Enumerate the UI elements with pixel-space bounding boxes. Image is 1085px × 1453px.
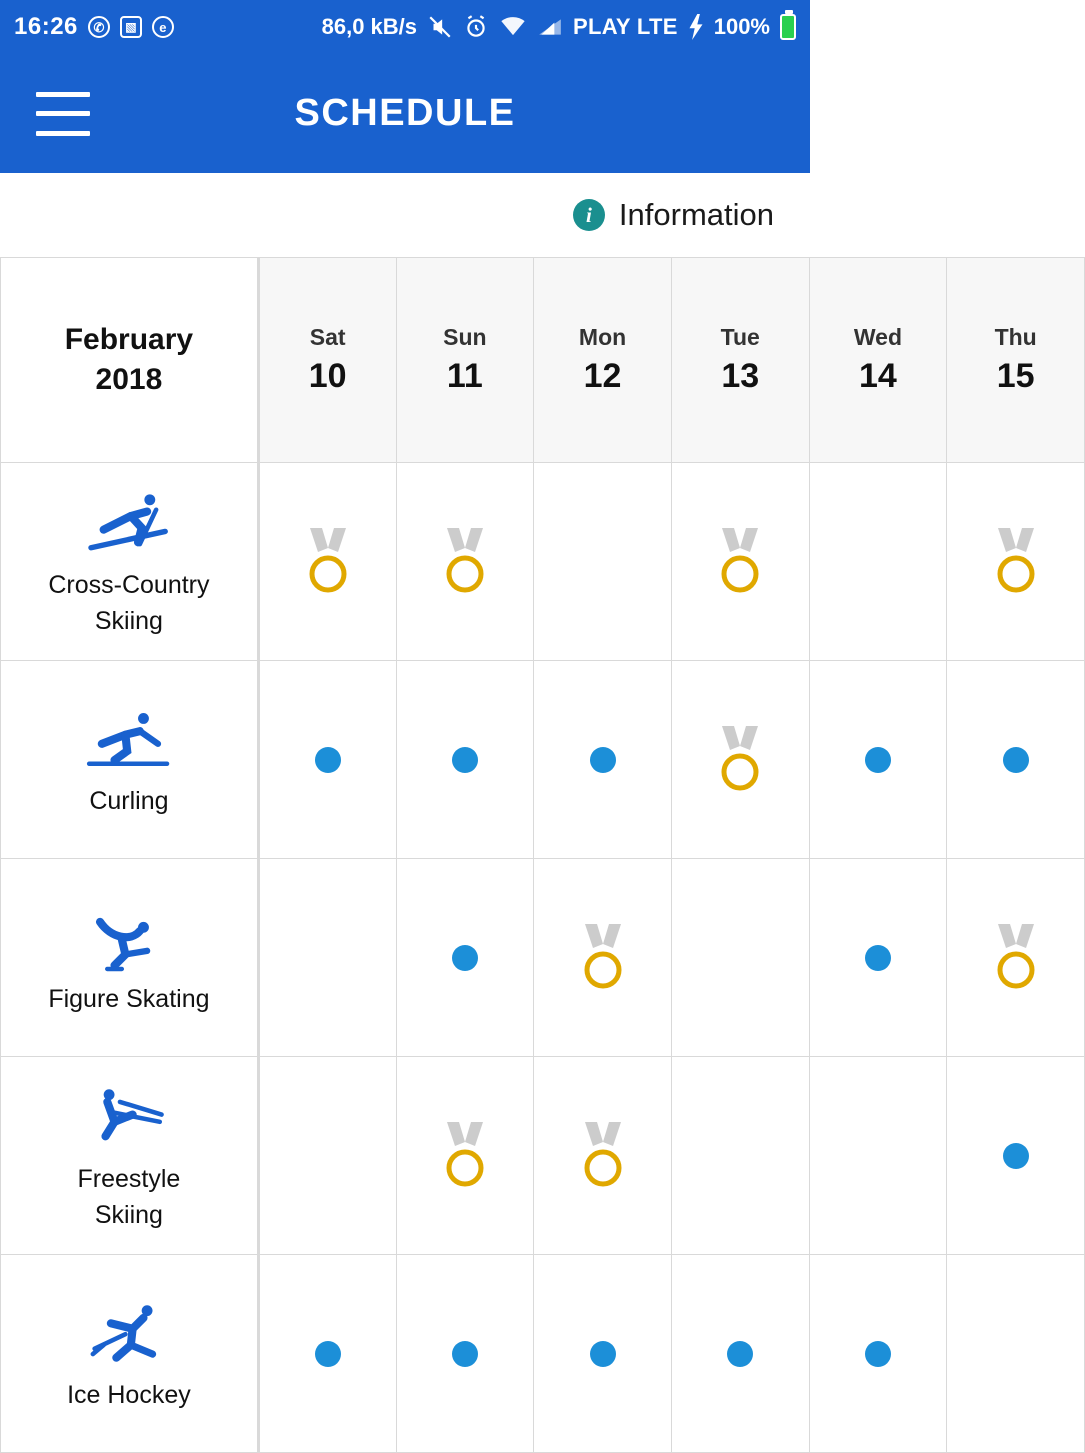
event-dot bbox=[865, 1341, 891, 1367]
cell-4-2[interactable] bbox=[534, 1255, 672, 1453]
cell-4-5[interactable] bbox=[947, 1255, 1085, 1453]
cell-2-2[interactable] bbox=[534, 859, 672, 1057]
status-clock: 16:26 bbox=[14, 13, 78, 40]
day-of-month: 15 bbox=[996, 357, 1035, 395]
figure-skating-pictogram bbox=[83, 902, 175, 978]
cell-3-4[interactable] bbox=[809, 1057, 947, 1255]
event-dot bbox=[865, 945, 891, 971]
event-dot bbox=[590, 747, 616, 773]
ice-hockey-pictogram bbox=[83, 1298, 175, 1374]
event-marker bbox=[452, 859, 478, 1056]
event-dot bbox=[315, 1341, 341, 1367]
cell-0-1[interactable] bbox=[396, 463, 534, 661]
information-label: Information bbox=[618, 197, 774, 232]
day-of-week: Sat bbox=[309, 324, 346, 350]
cell-4-0[interactable] bbox=[258, 1255, 396, 1453]
table-row bbox=[1, 463, 1085, 661]
cell-0-5[interactable] bbox=[947, 463, 1085, 661]
day-header-0[interactable] bbox=[258, 258, 396, 463]
event-dot bbox=[1003, 747, 1029, 773]
cell-4-4[interactable] bbox=[809, 1255, 947, 1453]
curling-pictogram bbox=[83, 704, 175, 780]
day-of-week: Sun bbox=[443, 324, 487, 350]
signal-icon bbox=[537, 16, 563, 38]
table-row bbox=[1, 661, 1085, 859]
cell-1-4[interactable] bbox=[809, 661, 947, 859]
event-dot bbox=[452, 747, 478, 773]
info-icon: i bbox=[573, 199, 605, 231]
day-of-month: 13 bbox=[721, 357, 760, 395]
cross-country-skiing-pictogram bbox=[83, 488, 175, 564]
schedule-table-scroll[interactable] bbox=[0, 257, 1037, 1440]
schedule-header bbox=[1, 258, 1085, 463]
month-header bbox=[1, 258, 259, 463]
medal-marker bbox=[988, 859, 1044, 1056]
medal-marker bbox=[437, 1057, 493, 1254]
schedule-table bbox=[0, 257, 1085, 1453]
bolt-icon bbox=[688, 14, 704, 40]
medal-icon bbox=[712, 526, 768, 598]
status-bar-right bbox=[322, 14, 796, 40]
cell-0-0[interactable] bbox=[258, 463, 396, 661]
sport-label-2: Skiing bbox=[94, 606, 163, 635]
cell-3-5[interactable] bbox=[947, 1057, 1085, 1255]
sport-label: Ice Hockey bbox=[67, 1380, 191, 1409]
cell-2-1[interactable] bbox=[396, 859, 534, 1057]
event-dot bbox=[1003, 1143, 1029, 1169]
cell-1-1[interactable] bbox=[396, 661, 534, 859]
cell-3-3[interactable] bbox=[671, 1057, 809, 1255]
status-bar-left bbox=[14, 13, 174, 41]
day-of-week: Thu bbox=[994, 324, 1037, 350]
event-marker bbox=[590, 661, 616, 858]
cell-0-3[interactable] bbox=[671, 463, 809, 661]
day-header-5[interactable] bbox=[947, 258, 1085, 463]
cell-4-3[interactable] bbox=[671, 1255, 809, 1453]
medal-marker bbox=[575, 859, 631, 1056]
medal-icon bbox=[300, 526, 356, 598]
medal-icon bbox=[437, 526, 493, 598]
day-header-1[interactable] bbox=[396, 258, 534, 463]
day-of-month: 11 bbox=[446, 357, 483, 395]
app-icon: e bbox=[152, 16, 174, 38]
sport-cell-freestyle-skiing[interactable] bbox=[1, 1057, 259, 1255]
cell-1-5[interactable] bbox=[947, 661, 1085, 859]
freestyle-skiing-pictogram bbox=[83, 1082, 175, 1158]
sport-label-2: Skiing bbox=[94, 1200, 163, 1229]
network-speed: 86,0 kB/s bbox=[321, 14, 418, 39]
cell-4-1[interactable] bbox=[396, 1255, 534, 1453]
medal-marker bbox=[712, 463, 768, 660]
cell-1-0[interactable] bbox=[258, 661, 396, 859]
battery-icon bbox=[780, 14, 796, 40]
medal-icon bbox=[575, 922, 631, 994]
medal-icon bbox=[988, 526, 1044, 598]
cell-1-3[interactable] bbox=[671, 661, 809, 859]
carrier-label: PLAY LTE bbox=[573, 14, 678, 39]
sport-cell-cross-country-skiing[interactable] bbox=[1, 463, 259, 661]
event-marker bbox=[452, 1255, 478, 1452]
event-marker bbox=[315, 661, 341, 858]
medal-marker bbox=[988, 463, 1044, 660]
event-dot bbox=[727, 1341, 753, 1367]
event-marker bbox=[727, 1255, 753, 1452]
medal-marker bbox=[437, 463, 493, 660]
wifi-icon bbox=[499, 16, 527, 38]
sport-label: Curling bbox=[89, 786, 169, 815]
whatsapp-icon: ✆ bbox=[88, 16, 110, 38]
cell-3-2[interactable] bbox=[534, 1057, 672, 1255]
event-marker bbox=[1003, 1057, 1029, 1254]
sport-label: Cross-Country bbox=[48, 570, 210, 599]
event-dot bbox=[452, 945, 478, 971]
event-dot bbox=[315, 747, 341, 773]
cell-0-4[interactable] bbox=[809, 463, 947, 661]
hamburger-icon[interactable] bbox=[36, 92, 90, 136]
medal-icon bbox=[437, 1120, 493, 1192]
day-of-week: Wed bbox=[853, 324, 902, 350]
event-marker bbox=[590, 1255, 616, 1452]
sport-cell-figure-skating[interactable] bbox=[1, 859, 259, 1057]
event-marker bbox=[865, 661, 891, 858]
image-icon: ▧ bbox=[120, 16, 142, 38]
event-marker bbox=[1003, 661, 1029, 858]
schedule-body bbox=[1, 463, 1085, 1453]
sport-label: Freestyle bbox=[77, 1164, 181, 1193]
medal-marker bbox=[575, 1057, 631, 1254]
day-of-week: Mon bbox=[578, 324, 627, 350]
day-header-2[interactable] bbox=[534, 258, 672, 463]
cell-2-3[interactable] bbox=[671, 859, 809, 1057]
event-marker bbox=[452, 661, 478, 858]
alarm-icon bbox=[463, 14, 489, 40]
event-dot bbox=[590, 1341, 616, 1367]
medal-marker bbox=[712, 661, 768, 858]
sport-label: Figure Skating bbox=[48, 984, 210, 1013]
day-of-month: 10 bbox=[308, 357, 347, 395]
day-of-week: Tue bbox=[720, 324, 760, 350]
cell-3-0[interactable] bbox=[258, 1057, 396, 1255]
cell-1-2[interactable] bbox=[534, 661, 672, 859]
day-of-month: 12 bbox=[583, 357, 622, 395]
information-button[interactable] bbox=[0, 173, 810, 257]
medal-icon bbox=[575, 1120, 631, 1192]
table-row bbox=[1, 859, 1085, 1057]
day-header-3[interactable] bbox=[671, 258, 809, 463]
day-header-4[interactable] bbox=[809, 258, 947, 463]
medal-icon bbox=[712, 724, 768, 796]
day-of-month: 14 bbox=[859, 357, 897, 395]
event-dot bbox=[865, 747, 891, 773]
mute-icon bbox=[427, 14, 453, 40]
sport-cell-ice-hockey[interactable] bbox=[1, 1255, 259, 1453]
table-row bbox=[1, 1255, 1085, 1453]
page-title: SCHEDULE bbox=[294, 92, 516, 134]
event-dot bbox=[452, 1341, 478, 1367]
medal-icon bbox=[988, 922, 1044, 994]
cell-3-1[interactable] bbox=[396, 1057, 534, 1255]
month-name: February bbox=[64, 322, 194, 356]
app-bar bbox=[0, 54, 810, 173]
medal-marker bbox=[300, 463, 356, 660]
event-marker bbox=[865, 1255, 891, 1452]
event-marker bbox=[315, 1255, 341, 1452]
cell-2-0[interactable] bbox=[258, 859, 396, 1057]
month-year: 2018 bbox=[95, 363, 163, 396]
table-row bbox=[1, 1057, 1085, 1255]
status-bar bbox=[0, 0, 810, 54]
cell-2-5[interactable] bbox=[947, 859, 1085, 1057]
sport-cell-curling[interactable] bbox=[1, 661, 259, 859]
cell-2-4[interactable] bbox=[809, 859, 947, 1057]
battery-percent: 100% bbox=[713, 14, 770, 39]
event-marker bbox=[865, 859, 891, 1056]
cell-0-2[interactable] bbox=[534, 463, 672, 661]
